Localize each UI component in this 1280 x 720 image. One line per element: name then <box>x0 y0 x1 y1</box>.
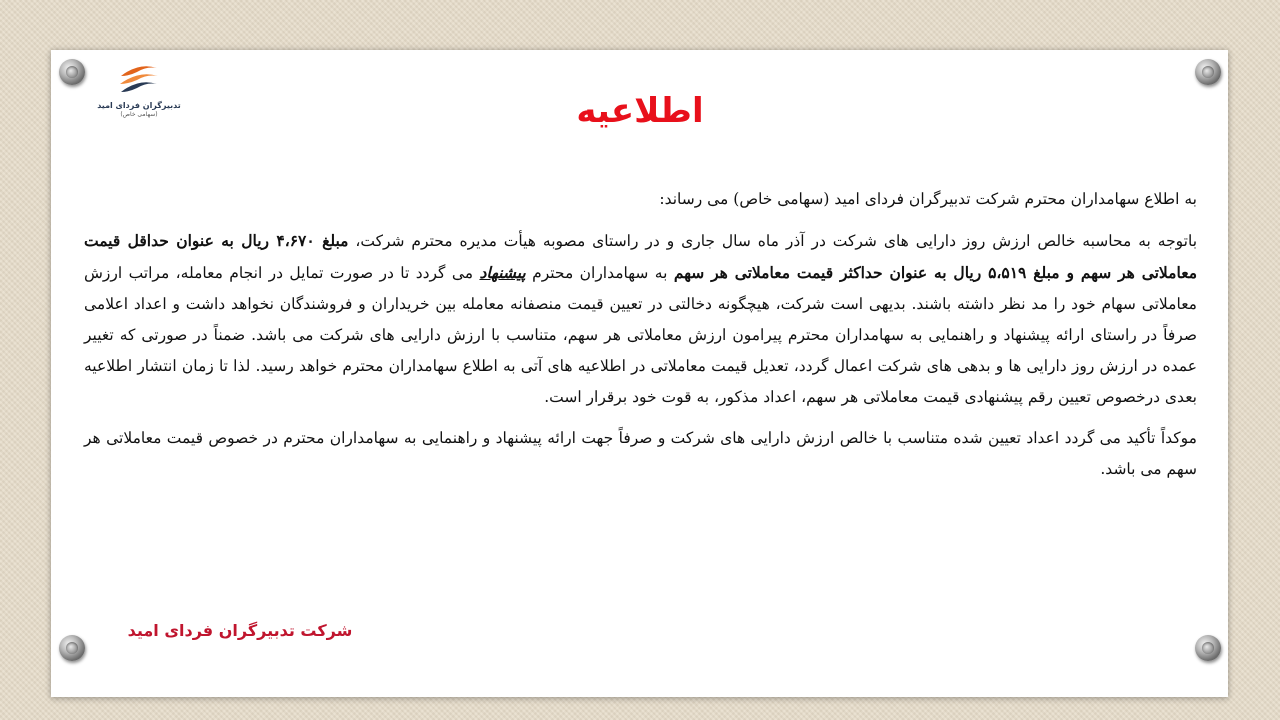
logo-company-type: (سهامی خاص) <box>120 111 158 118</box>
company-signature: شرکت تدبیرگران فردای امید <box>127 621 353 640</box>
main-paragraph-text-2: به سهامداران محترم <box>525 264 674 282</box>
pin-icon-top-left <box>59 59 85 85</box>
closing-paragraph: موکداً تأکید می گردد اعداد تعیین شده متناسب با خالص ارزش دارایی های شرکت و صرفاً جهت ارائه پیشنهاد و راهنمایی به سهامداران محترم در خصوص قیمت معاملاتی هر سهم می باشد. <box>84 429 1197 478</box>
emphasized-word: پیشنهاد <box>479 263 526 282</box>
main-paragraph <box>84 225 1197 413</box>
price-range-text: مبلغ ۴،۶۷۰ ریال به عنوان حداقل قیمت معاملاتی هر سهم و مبلغ ۵،۵۱۹ ریال به عنوان حداکثر قیمت معاملاتی هر سهم <box>84 231 1197 282</box>
logo-emblem-icon <box>117 60 161 100</box>
pin-icon-top-right <box>1195 59 1221 85</box>
notice-body <box>84 184 1197 485</box>
pin-icon-bottom-left <box>59 635 85 661</box>
main-paragraph-text-1: باتوجه به محاسبه خالص ارزش روز دارایی های شرکت در آذر ماه سال جاری و در راستای مصوبه هیأت مدیره محترم شرکت، <box>348 232 1198 250</box>
notice-title: اطلاعیه <box>576 91 704 131</box>
main-paragraph-text-3: می گردد تا در صورت تمایل در انجام معامله، مراتب ارزش معاملاتی سهام خود را مد نظر داشته باشند. بدیهی است شرکت، هیچگونه دخالتی در تعیین قیمت منصفانه معامله بین خریداران و فروشندگان نخواهد داشت و اعداد اعلامی صرفاً در راستای ارائه پیشنهاد و راهنمایی به سهامداران محترم پیرامون ارزش معاملاتی هر سهم، متناسب با ارزش دارایی های شرکت می باشد. ضمناً در صورتی که تغییر عمده در ارزش روز دارایی ها و بدهی های شرکت اعمال گردد، تعدیل قیمت معاملاتی در اطلاعیه های آتی به اطلاع سهامداران محترم خواهد رسید. لذا تا زمان انتشار اطلاعیه بعدی درخصوص تعیین رقم پیشنهادی قیمت معاملاتی هر سهم، اعداد مذکور، به قوت خود برقرار است. <box>84 264 1197 406</box>
logo-company-name: تدبیرگران فردای امید <box>97 101 181 110</box>
company-logo <box>93 57 185 132</box>
pin-icon-bottom-right <box>1195 635 1221 661</box>
intro-paragraph: به اطلاع سهامداران محترم شرکت تدبیرگران فردای امید (سهامی خاص) می رساند: <box>659 190 1197 208</box>
